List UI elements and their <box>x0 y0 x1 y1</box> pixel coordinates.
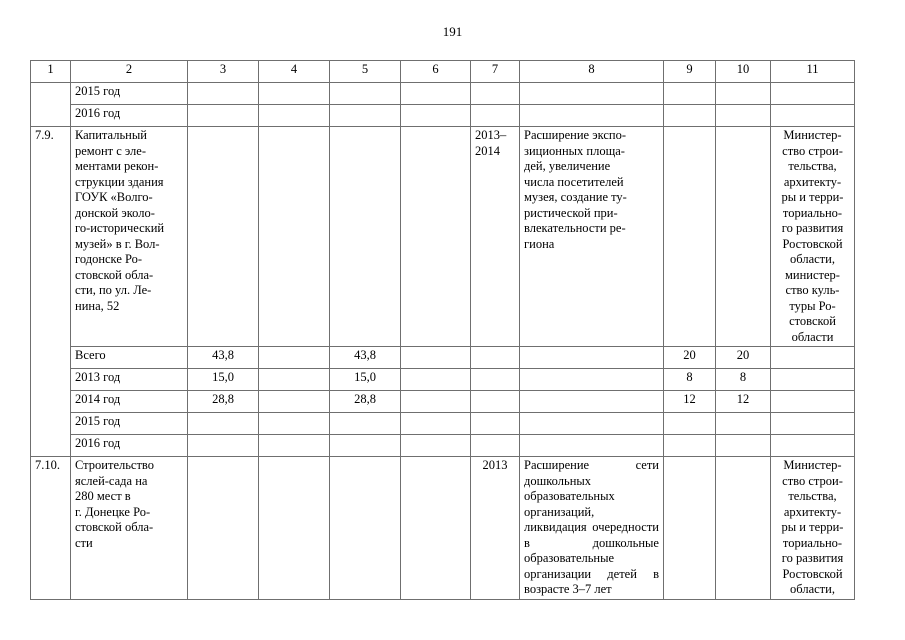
col-header: 11 <box>771 61 855 83</box>
page-number: 191 <box>442 24 463 39</box>
column-numbers-row <box>31 61 855 83</box>
empty-cell <box>31 83 71 127</box>
col-header: 2 <box>71 61 188 83</box>
col-header: 4 <box>259 61 330 83</box>
row-label: 2014 год <box>71 391 188 413</box>
value-cell: 8 <box>716 369 771 391</box>
value-cell: 12 <box>664 391 716 413</box>
col-header: 8 <box>520 61 664 83</box>
row-label: 2015 год <box>71 413 188 435</box>
col-header: 3 <box>188 61 259 83</box>
item-title: Капитальный ремонт с эле- ментами рекон- струкции здания ГОУК «Волго- донской эколо- го-исторический музей» в г. Вол- годонске Ро- стовской обла- сти, по ул. Ле- нина, 52 <box>71 127 188 347</box>
row-label: 2015 год <box>71 83 188 105</box>
table-row <box>31 413 855 435</box>
table-row <box>31 435 855 457</box>
table-row <box>31 83 855 105</box>
col-header: 9 <box>664 61 716 83</box>
item-number: 7.9. <box>31 127 71 457</box>
value-cell: 20 <box>664 347 716 369</box>
item-header-row <box>31 127 855 347</box>
row-label: 2013 год <box>71 369 188 391</box>
table-row <box>31 105 855 127</box>
item-responsible: Министер- ство строи- тельства, архитекту- ры и терри- ториально- го развития Ростовской области, министер- ство куль- туры Ро- стовской области <box>771 127 855 347</box>
item-title: Строительство яслей-сада на 280 мест в г. Донецке Ро- стовской обла- сти <box>71 457 188 600</box>
value-cell: 20 <box>716 347 771 369</box>
value-cell: 28,8 <box>188 391 259 413</box>
value-cell: 8 <box>664 369 716 391</box>
value-cell: 43,8 <box>330 347 401 369</box>
col-header: 10 <box>716 61 771 83</box>
col-header: 5 <box>330 61 401 83</box>
value-cell: 15,0 <box>330 369 401 391</box>
item-responsible: Министер- ство строи- тельства, архитекту- ры и терри- ториально- го развития Ростовской области, <box>771 457 855 600</box>
item-period: 2013 <box>471 457 520 600</box>
col-header: 7 <box>471 61 520 83</box>
item-number: 7.10. <box>31 457 71 600</box>
col-header: 6 <box>401 61 471 83</box>
item-header-row <box>31 457 855 600</box>
row-label: Всего <box>71 347 188 369</box>
value-cell: 28,8 <box>330 391 401 413</box>
row-label: 2016 год <box>71 435 188 457</box>
table-row <box>31 391 855 413</box>
program-table <box>30 60 855 600</box>
item-period: 2013– 2014 <box>471 127 520 347</box>
item-effect: Расширение экспо- зиционных площа- дей, увеличение числа посетителей музея, создание ту- ристической при- влекательности ре- гиона <box>520 127 664 347</box>
item-effect: Расширение сети дошкольных образовательных организаций, ликвидация очередности в дошкольные образовательные организации детей в возрасте 3–7 лет <box>520 457 664 600</box>
value-cell: 43,8 <box>188 347 259 369</box>
col-header: 1 <box>31 61 71 83</box>
value-cell: 12 <box>716 391 771 413</box>
row-label: 2016 год <box>71 105 188 127</box>
table-row <box>31 369 855 391</box>
value-cell: 15,0 <box>188 369 259 391</box>
table-row <box>31 347 855 369</box>
